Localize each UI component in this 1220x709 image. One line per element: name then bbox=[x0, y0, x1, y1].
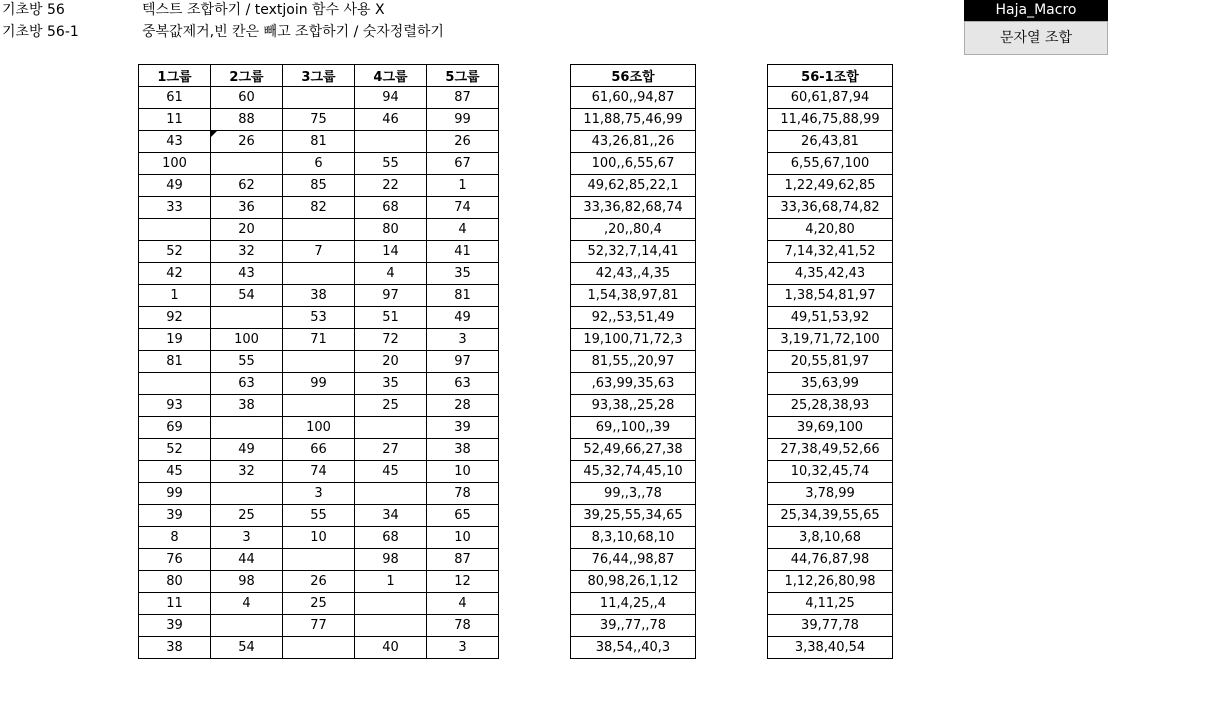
grid-cell[interactable]: 4,20,80 bbox=[768, 219, 893, 241]
table-row bbox=[139, 197, 499, 219]
grid-cell[interactable]: 68 bbox=[355, 197, 427, 219]
grid-cell[interactable]: 74 bbox=[427, 197, 499, 219]
grid-cell[interactable] bbox=[139, 219, 211, 241]
table-row bbox=[139, 263, 499, 285]
table-row bbox=[571, 593, 696, 615]
table-row bbox=[139, 373, 499, 395]
table-row bbox=[139, 285, 499, 307]
grid-cell[interactable]: 3 bbox=[427, 637, 499, 659]
grid-cell[interactable]: 42 bbox=[139, 263, 211, 285]
table-row bbox=[571, 373, 696, 395]
table-row bbox=[768, 153, 893, 175]
table-row bbox=[571, 571, 696, 593]
grid-cell[interactable]: 28 bbox=[427, 395, 499, 417]
grid-cell[interactable]: 69,,100,,39 bbox=[571, 417, 696, 439]
grid-cell[interactable]: 63 bbox=[211, 373, 283, 395]
grid-cell[interactable]: 97 bbox=[355, 285, 427, 307]
grid-cell[interactable]: 69 bbox=[139, 417, 211, 439]
grid-cell[interactable]: 38 bbox=[139, 637, 211, 659]
grid-cell[interactable]: 81 bbox=[139, 351, 211, 373]
grid-cell[interactable]: 61 bbox=[139, 87, 211, 109]
grid-cell[interactable]: 81,55,,20,97 bbox=[571, 351, 696, 373]
grid-cell[interactable]: 55 bbox=[283, 505, 355, 527]
grid-cell[interactable]: 14 bbox=[355, 241, 427, 263]
grid-cell[interactable]: 80 bbox=[139, 571, 211, 593]
table-row bbox=[139, 153, 499, 175]
grid-cell[interactable]: 27 bbox=[355, 439, 427, 461]
table-row bbox=[139, 549, 499, 571]
grid-cell[interactable]: 51 bbox=[355, 307, 427, 329]
table-row bbox=[571, 549, 696, 571]
group-header-cell[interactable]: 4그룹 bbox=[355, 65, 427, 87]
grid-cell[interactable] bbox=[283, 351, 355, 373]
table-row bbox=[571, 351, 696, 373]
grid-cell[interactable]: 26 bbox=[427, 131, 499, 153]
table-row bbox=[139, 109, 499, 131]
table-row bbox=[768, 175, 893, 197]
grid-cell[interactable]: 68 bbox=[355, 527, 427, 549]
grid-cell[interactable]: ,20,,80,4 bbox=[571, 219, 696, 241]
grid-cell[interactable]: 93,38,,25,28 bbox=[571, 395, 696, 417]
grid-cell[interactable]: 87 bbox=[427, 549, 499, 571]
table-row bbox=[768, 219, 893, 241]
grid-cell[interactable]: 1 bbox=[139, 285, 211, 307]
group-header-cell[interactable]: 3그룹 bbox=[283, 65, 355, 87]
grid-cell[interactable]: 4 bbox=[427, 219, 499, 241]
table-row bbox=[768, 241, 893, 263]
grid-cell[interactable]: 6,55,67,100 bbox=[768, 153, 893, 175]
grid-cell[interactable] bbox=[355, 593, 427, 615]
grid-cell[interactable]: 34 bbox=[355, 505, 427, 527]
grid-cell[interactable]: 10 bbox=[427, 461, 499, 483]
grid-cell[interactable]: 11 bbox=[139, 109, 211, 131]
grid-cell[interactable]: 81 bbox=[427, 285, 499, 307]
table-row bbox=[571, 131, 696, 153]
grid-cell[interactable]: 12 bbox=[427, 571, 499, 593]
grid-cell[interactable]: 4,11,25 bbox=[768, 593, 893, 615]
grid-cell[interactable]: 98 bbox=[211, 571, 283, 593]
comb56-1-table bbox=[767, 64, 893, 659]
table-row bbox=[768, 637, 893, 659]
table-row bbox=[571, 109, 696, 131]
grid-cell[interactable]: 38,54,,40,3 bbox=[571, 637, 696, 659]
table-row bbox=[139, 461, 499, 483]
table-row bbox=[571, 439, 696, 461]
grid-cell[interactable]: 1,12,26,80,98 bbox=[768, 571, 893, 593]
grid-cell[interactable]: 3 bbox=[427, 329, 499, 351]
grid-cell[interactable]: 26 bbox=[283, 571, 355, 593]
grid-cell[interactable]: 20,55,81,97 bbox=[768, 351, 893, 373]
grid-cell[interactable]: 19,100,71,72,3 bbox=[571, 329, 696, 351]
table-row bbox=[139, 505, 499, 527]
grid-cell[interactable]: 97 bbox=[427, 351, 499, 373]
grid-cell[interactable]: 26,43,81 bbox=[768, 131, 893, 153]
grid-cell[interactable]: 39 bbox=[139, 505, 211, 527]
grid-cell[interactable]: 66 bbox=[283, 439, 355, 461]
grid-cell[interactable]: 99 bbox=[427, 109, 499, 131]
table-row bbox=[768, 109, 893, 131]
grid-cell[interactable]: 99 bbox=[283, 373, 355, 395]
note-label-56-1: 기초방 56-1 bbox=[2, 24, 79, 40]
grid-cell[interactable] bbox=[355, 483, 427, 505]
grid-cell[interactable]: 52 bbox=[139, 241, 211, 263]
grid-cell[interactable]: 100 bbox=[283, 417, 355, 439]
table-row bbox=[768, 527, 893, 549]
grid-cell[interactable]: 10 bbox=[283, 527, 355, 549]
grid-cell[interactable]: 26 bbox=[211, 131, 283, 153]
grid-cell[interactable]: 35 bbox=[355, 373, 427, 395]
table-row bbox=[571, 263, 696, 285]
grid-cell[interactable]: 8 bbox=[139, 527, 211, 549]
table-row bbox=[571, 87, 696, 109]
grid-cell[interactable] bbox=[355, 615, 427, 637]
table-row bbox=[571, 307, 696, 329]
grid-cell[interactable]: 74 bbox=[283, 461, 355, 483]
table-row bbox=[571, 285, 696, 307]
grid-cell[interactable]: 10,32,45,74 bbox=[768, 461, 893, 483]
table-row bbox=[139, 307, 499, 329]
note-label-56: 기초방 56 bbox=[2, 2, 65, 18]
grid-cell[interactable]: 39 bbox=[427, 417, 499, 439]
table-row bbox=[571, 329, 696, 351]
grid-cell[interactable]: 36 bbox=[211, 197, 283, 219]
grid-cell[interactable]: 49,51,53,92 bbox=[768, 307, 893, 329]
table-row bbox=[139, 593, 499, 615]
table-row bbox=[139, 241, 499, 263]
table-row bbox=[768, 197, 893, 219]
comb56-table bbox=[570, 64, 696, 659]
grid-cell[interactable]: 46 bbox=[355, 109, 427, 131]
table-row bbox=[571, 197, 696, 219]
grid-cell[interactable]: 3 bbox=[283, 483, 355, 505]
grid-cell[interactable] bbox=[211, 307, 283, 329]
table-row bbox=[139, 483, 499, 505]
grid-cell[interactable]: 78 bbox=[427, 615, 499, 637]
grid-cell[interactable]: 92 bbox=[139, 307, 211, 329]
table-row bbox=[139, 131, 499, 153]
grid-cell[interactable]: 1,54,38,97,81 bbox=[571, 285, 696, 307]
comb56-1-header[interactable]: 56-1조합 bbox=[768, 65, 893, 87]
grid-cell[interactable]: 54 bbox=[211, 285, 283, 307]
table-row bbox=[139, 175, 499, 197]
grid-cell[interactable]: 43,26,81,,26 bbox=[571, 131, 696, 153]
grid-cell[interactable]: 39 bbox=[139, 615, 211, 637]
table-row bbox=[571, 417, 696, 439]
grid-cell[interactable]: 75 bbox=[283, 109, 355, 131]
table-row bbox=[768, 615, 893, 637]
grid-cell[interactable]: 100 bbox=[139, 153, 211, 175]
grid-cell[interactable]: 38 bbox=[283, 285, 355, 307]
note-desc-56-1: 중복값제거,빈 칸은 빼고 조합하기 / 숫자정렬하기 bbox=[142, 24, 444, 40]
table-row bbox=[571, 219, 696, 241]
table-row bbox=[139, 417, 499, 439]
table-row bbox=[571, 505, 696, 527]
grid-cell[interactable]: 72 bbox=[355, 329, 427, 351]
grid-cell[interactable]: 62 bbox=[211, 175, 283, 197]
grid-cell[interactable]: 39,25,55,34,65 bbox=[571, 505, 696, 527]
grid-cell[interactable]: 39,69,100 bbox=[768, 417, 893, 439]
grid-cell[interactable]: 52,32,7,14,41 bbox=[571, 241, 696, 263]
grid-cell[interactable]: 8,3,10,68,10 bbox=[571, 527, 696, 549]
grid-cell[interactable]: 3 bbox=[211, 527, 283, 549]
grid-cell[interactable]: 32 bbox=[211, 461, 283, 483]
grid-cell[interactable] bbox=[283, 219, 355, 241]
table-row bbox=[768, 571, 893, 593]
grid-cell[interactable]: 49 bbox=[211, 439, 283, 461]
grid-cell[interactable]: 33 bbox=[139, 197, 211, 219]
grid-cell[interactable] bbox=[211, 417, 283, 439]
grid-cell[interactable]: 85 bbox=[283, 175, 355, 197]
grid-cell[interactable] bbox=[283, 87, 355, 109]
grid-cell[interactable]: 25,28,38,93 bbox=[768, 395, 893, 417]
grid-cell[interactable]: 76,44,,98,87 bbox=[571, 549, 696, 571]
grid-cell[interactable]: 39,,77,,78 bbox=[571, 615, 696, 637]
grid-cell[interactable] bbox=[211, 615, 283, 637]
grid-cell[interactable]: 11,46,75,88,99 bbox=[768, 109, 893, 131]
group-header-cell[interactable]: 5그룹 bbox=[427, 65, 499, 87]
grid-cell[interactable]: 1 bbox=[427, 175, 499, 197]
grid-cell[interactable]: 25 bbox=[283, 593, 355, 615]
grid-cell[interactable]: 35,63,99 bbox=[768, 373, 893, 395]
table-row bbox=[571, 175, 696, 197]
grid-cell[interactable]: 25 bbox=[211, 505, 283, 527]
grid-cell[interactable]: 3,19,71,72,100 bbox=[768, 329, 893, 351]
grid-cell[interactable] bbox=[283, 263, 355, 285]
groups-table bbox=[138, 64, 499, 659]
grid-cell[interactable]: 67 bbox=[427, 153, 499, 175]
grid-cell[interactable]: 1,38,54,81,97 bbox=[768, 285, 893, 307]
table-row bbox=[139, 527, 499, 549]
grid-cell[interactable]: 11,88,75,46,99 bbox=[571, 109, 696, 131]
macro-title: Haja_Macro bbox=[964, 0, 1108, 21]
grid-cell[interactable]: 33,36,82,68,74 bbox=[571, 197, 696, 219]
grid-cell[interactable]: 4 bbox=[211, 593, 283, 615]
grid-cell[interactable]: 78 bbox=[427, 483, 499, 505]
grid-cell[interactable]: 33,36,68,74,82 bbox=[768, 197, 893, 219]
grid-cell[interactable]: 55 bbox=[211, 351, 283, 373]
table-row bbox=[768, 461, 893, 483]
grid-cell[interactable]: 42,43,,4,35 bbox=[571, 263, 696, 285]
table-row bbox=[768, 373, 893, 395]
grid-cell[interactable]: 61,60,,94,87 bbox=[571, 87, 696, 109]
grid-cell[interactable]: 7 bbox=[283, 241, 355, 263]
grid-cell[interactable]: 44,76,87,98 bbox=[768, 549, 893, 571]
grid-cell[interactable]: 53 bbox=[283, 307, 355, 329]
table-row bbox=[768, 87, 893, 109]
grid-cell[interactable] bbox=[283, 549, 355, 571]
grid-cell[interactable]: 4 bbox=[427, 593, 499, 615]
grid-cell[interactable] bbox=[355, 417, 427, 439]
table-row bbox=[571, 395, 696, 417]
table-row bbox=[571, 615, 696, 637]
grid-cell[interactable]: 20 bbox=[211, 219, 283, 241]
grid-cell[interactable]: 65 bbox=[427, 505, 499, 527]
grid-cell[interactable]: 45,32,74,45,10 bbox=[571, 461, 696, 483]
grid-cell[interactable]: 52,49,66,27,38 bbox=[571, 439, 696, 461]
grid-cell[interactable]: 43 bbox=[139, 131, 211, 153]
grid-cell[interactable]: 99,,3,,78 bbox=[571, 483, 696, 505]
grid-cell[interactable]: 11,4,25,,4 bbox=[571, 593, 696, 615]
grid-cell[interactable] bbox=[283, 637, 355, 659]
grid-cell[interactable]: 100 bbox=[211, 329, 283, 351]
grid-cell[interactable]: 44 bbox=[211, 549, 283, 571]
grid-cell[interactable]: 25,34,39,55,65 bbox=[768, 505, 893, 527]
grid-cell[interactable]: 92,,53,51,49 bbox=[571, 307, 696, 329]
grid-cell[interactable]: 41 bbox=[427, 241, 499, 263]
string-combine-button[interactable]: 문자열 조합 bbox=[964, 21, 1108, 55]
grid-cell[interactable]: 87 bbox=[427, 87, 499, 109]
grid-cell[interactable]: 49,62,85,22,1 bbox=[571, 175, 696, 197]
table-row bbox=[571, 241, 696, 263]
table-row bbox=[139, 329, 499, 351]
grid-cell[interactable]: 45 bbox=[355, 461, 427, 483]
grid-cell[interactable]: 4 bbox=[355, 263, 427, 285]
grid-cell[interactable]: 88 bbox=[211, 109, 283, 131]
grid-cell[interactable]: 60,61,87,94 bbox=[768, 87, 893, 109]
table-row bbox=[571, 461, 696, 483]
group-header-cell[interactable]: 2그룹 bbox=[211, 65, 283, 87]
grid-cell[interactable]: 20 bbox=[355, 351, 427, 373]
grid-cell[interactable] bbox=[355, 131, 427, 153]
grid-cell[interactable]: 3,38,40,54 bbox=[768, 637, 893, 659]
grid-cell[interactable]: 94 bbox=[355, 87, 427, 109]
grid-cell[interactable]: 80,98,26,1,12 bbox=[571, 571, 696, 593]
table-row bbox=[768, 417, 893, 439]
grid-cell[interactable]: 7,14,32,41,52 bbox=[768, 241, 893, 263]
table-row bbox=[768, 395, 893, 417]
grid-cell[interactable]: 32 bbox=[211, 241, 283, 263]
grid-cell[interactable]: 77 bbox=[283, 615, 355, 637]
table-row bbox=[768, 131, 893, 153]
grid-cell[interactable]: 45 bbox=[139, 461, 211, 483]
grid-cell[interactable]: 49 bbox=[139, 175, 211, 197]
grid-cell[interactable]: 1 bbox=[355, 571, 427, 593]
grid-cell[interactable]: 55 bbox=[355, 153, 427, 175]
grid-cell[interactable]: 98 bbox=[355, 549, 427, 571]
table-row bbox=[768, 549, 893, 571]
table-row bbox=[571, 153, 696, 175]
grid-cell[interactable]: 52 bbox=[139, 439, 211, 461]
table-row bbox=[139, 571, 499, 593]
grid-cell[interactable]: 38 bbox=[211, 395, 283, 417]
grid-cell[interactable]: 60 bbox=[211, 87, 283, 109]
grid-cell[interactable]: ,63,99,35,63 bbox=[571, 373, 696, 395]
grid-cell[interactable]: 39,77,78 bbox=[768, 615, 893, 637]
grid-cell[interactable]: 4,35,42,43 bbox=[768, 263, 893, 285]
table-row bbox=[139, 219, 499, 241]
grid-cell[interactable]: 22 bbox=[355, 175, 427, 197]
grid-cell[interactable]: 25 bbox=[355, 395, 427, 417]
grid-cell[interactable]: 6 bbox=[283, 153, 355, 175]
grid-cell[interactable]: 93 bbox=[139, 395, 211, 417]
table-row bbox=[768, 483, 893, 505]
grid-cell[interactable]: 3,78,99 bbox=[768, 483, 893, 505]
table-row bbox=[139, 87, 499, 109]
grid-cell[interactable]: 19 bbox=[139, 329, 211, 351]
table-row bbox=[768, 307, 893, 329]
grid-cell[interactable]: 100,,6,55,67 bbox=[571, 153, 696, 175]
table-row bbox=[139, 351, 499, 373]
table-row bbox=[139, 439, 499, 461]
grid-cell[interactable] bbox=[139, 373, 211, 395]
table-row bbox=[768, 285, 893, 307]
grid-cell[interactable]: 82 bbox=[283, 197, 355, 219]
grid-cell[interactable]: 1,22,49,62,85 bbox=[768, 175, 893, 197]
grid-cell[interactable]: 63 bbox=[427, 373, 499, 395]
grid-cell[interactable] bbox=[211, 483, 283, 505]
grid-cell[interactable]: 99 bbox=[139, 483, 211, 505]
grid-cell[interactable]: 76 bbox=[139, 549, 211, 571]
table-row bbox=[571, 483, 696, 505]
note-desc-56: 텍스트 조합하기 / textjoin 함수 사용 X bbox=[142, 2, 385, 18]
table-row bbox=[768, 351, 893, 373]
comb56-header[interactable]: 56조합 bbox=[571, 65, 696, 87]
table-row bbox=[768, 329, 893, 351]
table-row bbox=[139, 615, 499, 637]
grid-cell[interactable]: 49 bbox=[427, 307, 499, 329]
table-row bbox=[768, 439, 893, 461]
cell-comment-indicator bbox=[211, 131, 217, 137]
table-row bbox=[139, 637, 499, 659]
table-row bbox=[571, 637, 696, 659]
grid-cell[interactable]: 81 bbox=[283, 131, 355, 153]
grid-cell[interactable] bbox=[211, 153, 283, 175]
grid-cell[interactable]: 11 bbox=[139, 593, 211, 615]
grid-cell[interactable]: 10 bbox=[427, 527, 499, 549]
grid-cell[interactable]: 3,8,10,68 bbox=[768, 527, 893, 549]
table-row bbox=[768, 593, 893, 615]
table-row bbox=[768, 505, 893, 527]
grid-cell[interactable]: 35 bbox=[427, 263, 499, 285]
table-row bbox=[571, 527, 696, 549]
group-header-cell[interactable]: 1그룹 bbox=[139, 65, 211, 87]
grid-cell[interactable]: 40 bbox=[355, 637, 427, 659]
grid-cell[interactable]: 80 bbox=[355, 219, 427, 241]
grid-cell[interactable]: 54 bbox=[211, 637, 283, 659]
grid-cell[interactable]: 71 bbox=[283, 329, 355, 351]
grid-cell[interactable]: 38 bbox=[427, 439, 499, 461]
grid-cell[interactable] bbox=[283, 395, 355, 417]
grid-cell[interactable]: 43 bbox=[211, 263, 283, 285]
table-row bbox=[139, 395, 499, 417]
table-row bbox=[768, 263, 893, 285]
grid-cell[interactable]: 27,38,49,52,66 bbox=[768, 439, 893, 461]
